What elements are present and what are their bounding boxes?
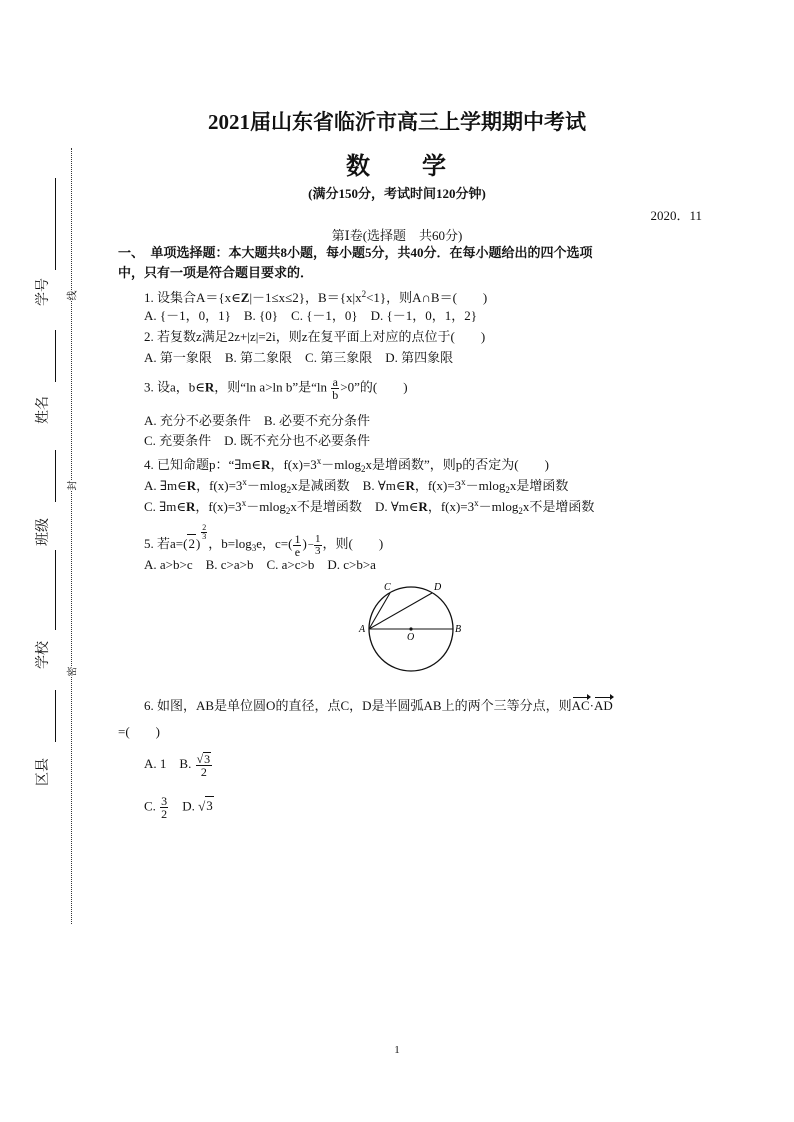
question-6-options-ab: A. 1 B. $\frac{√3}{2}$ (144, 752, 211, 779)
label-d: D (434, 582, 442, 593)
label-c: C (384, 582, 391, 593)
label-o: O (407, 632, 415, 643)
question-4-stem: 4. 已知命题p：“∃m∈R，$f(x)=3^x-mlog_2x$是增函数”，则p的否定为( ) (144, 456, 549, 474)
question-1-options: A. {－1，0，1} B. {0} C. {－1，0} D. {－1，0，1，2} (144, 308, 478, 323)
fraction-a-over-b: $\frac{a}{b}$ (332, 375, 339, 402)
question-6-continuation: =( ) (118, 724, 160, 739)
seal-mark-mi: 密 (64, 667, 79, 677)
question-4-options-ab: A. ∃m∈R，$f(x)=3^x-mlog_2x$是减函数 B. ∀m∈R，$f(x)=3^x-mlog_2x$是增函数 (144, 477, 569, 495)
question-1-stem: 1. 设集合A＝{x∈Z|－1≤x≤2}，$B=\{x|x^2<1\}$，则A∩B＝( ) (144, 289, 488, 305)
exam-title: 2021届山东省临沂市高三上学期期中考试 (208, 110, 586, 134)
question-3-options-ab: A. 充分不必要条件 B. 必要不充分条件 (144, 413, 371, 428)
question-5-options: A. a>b>c B. c>a>b C. a>c>b D. c>b>a (144, 557, 376, 572)
part-heading: 第Ⅰ卷(选择题 共60分) (331, 228, 463, 243)
label-name: 姓名 (36, 396, 51, 424)
school-blank (55, 550, 56, 630)
question-2-stem: 2. 若复数z满足2z+|z|=2i，则z在复平面上对应的点位于( ) (144, 329, 486, 344)
vector-ad: AD (593, 698, 613, 713)
label-district: 区县 (36, 758, 51, 786)
vector-ac: AC (571, 698, 590, 713)
fraction-3-over-2: $\frac{3}{2}$ (161, 794, 168, 821)
sqrt-2: 2 (188, 536, 195, 551)
question-3-options-cd: C. 充要条件 D. 既不充分也不必要条件 (144, 433, 371, 448)
exam-date: 2020．11 (650, 208, 702, 223)
label-class: 班级 (36, 518, 51, 546)
label-a: A (359, 624, 366, 635)
unit-circle-figure (355, 578, 470, 678)
question-4-options-cd: C. ∃m∈R，$f(x)=3^x-mlog_2x$不是增函数 D. ∀m∈R，$f(x)=3^x-mlog_2x$不是增函数 (144, 498, 595, 516)
fraction-sqrt3-over-2: $\frac{√3}{2}$ (196, 752, 211, 779)
question-6-stem: 6. 如图，AB是单位圆O的直径，点C，D是半圆弧AB上的两个三等分点，则AC·AD (144, 698, 613, 713)
section-instruction-2: 中，只有一项是符合题目要求的． (118, 265, 314, 280)
subject-char-1: 数 (346, 154, 372, 180)
district-blank (55, 690, 56, 742)
subject-heading (0, 146, 794, 181)
question-5-stem: 5. 若a=(2) $\frac{2}{3}$ ，$b=\log_3e$，c=( $\frac{1}{e}$ )− $\frac{1}{3}$ ，则( ) (144, 523, 384, 559)
exponent-2-3: $\frac{2}{3}$ (202, 523, 207, 541)
student-id-blank (55, 178, 56, 270)
exam-note: (满分150分，考试时间120分钟) (308, 186, 486, 201)
question-6-options-cd: C. $\frac{3}{2}$ D. √3 (144, 794, 213, 821)
page-number: 1 (394, 1044, 400, 1056)
question-3-stem: 3. 设a，b∈R，则“ln a>ln b”是“ln $\frac{a}{b}$ >0”的( ) (144, 375, 408, 402)
seal-mark-xian: 线 (64, 291, 79, 301)
segment-ad (369, 593, 432, 629)
seal-mark-feng: 封 (64, 481, 79, 491)
class-blank (55, 450, 56, 502)
center-point (409, 627, 412, 630)
name-blank (55, 330, 56, 382)
label-school: 学校 (36, 641, 51, 669)
subject-char-2: 学 (422, 154, 448, 180)
seal-dotted-line (71, 148, 72, 924)
label-b: B (455, 624, 462, 635)
exponent-minus-1-3: − $\frac{1}{3}$ (307, 532, 321, 557)
section-instruction-1: 一、 单项选择题：本大题共8小题，每小题5分，共40分．在每小题给出的四个选项 (118, 245, 593, 260)
question-2-options: A. 第一象限 B. 第二象限 C. 第三象限 D. 第四象限 (144, 350, 454, 365)
fraction-1-over-e: $\frac{1}{e}$ (294, 531, 301, 559)
label-student-id: 学号 (36, 278, 51, 306)
